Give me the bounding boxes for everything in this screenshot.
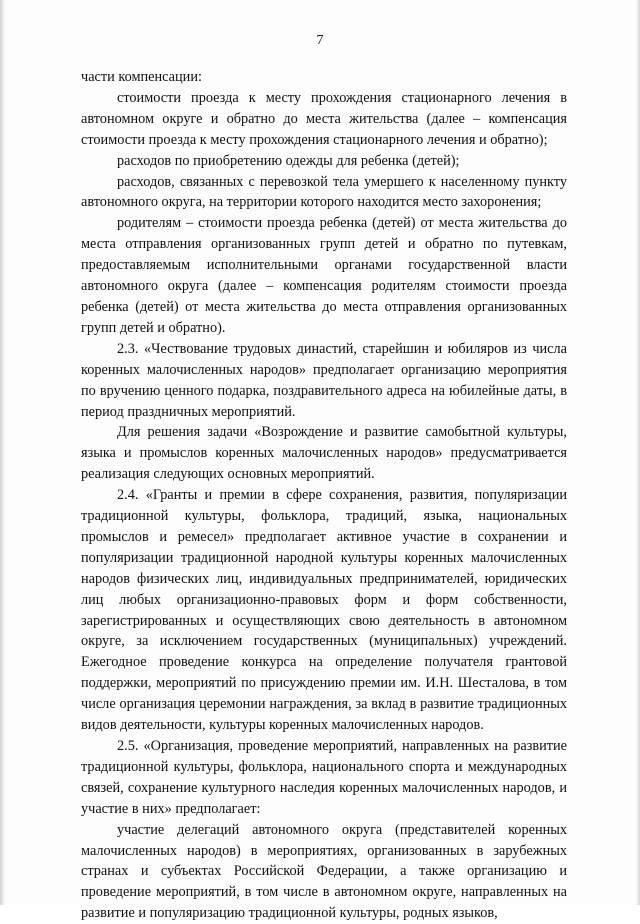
paragraph: расходов по приобретению одежды для ребенка (детей); [117,152,460,169]
paragraph: 2.3. «Чествование трудовых династий, старейшин и юбиляров из числа коренных малочисленных народов» предполагает организацию мероприятия по вручению ценного подарка, поздравительного адреса на юбилейные даты, в период праздничных мероприятий. [81,340,567,420]
document-body [81,67,567,924]
paragraph: участие делегаций автономного округа (представителей коренных малочисленных народов) в мероприятиях, организованных в зарубежных странах и субъектах Российской Федерации, а также организацию и проведение мероприятий, в том числе в автономном округе, направленных на развитие и популяризацию традиционной культуры, родных языков, [81,821,567,922]
paragraph: части компенсации: [81,69,202,85]
page-number: 7 [316,33,324,48]
scan-edge-left [0,0,6,905]
paragraph: родителям – стоимости проезда ребенка (детей) от места жительства до места отправления организованных групп детей и обратно по путевкам, предоставляемым исполнительными органами государственной власти автономного округа (далее – компенсация родителям стоимости проезда ребенка (детей) от места жительства до места отправления организованных групп детей и обратно). [81,215,567,336]
paragraph: расходов, связанных с перевозкой тела умершего к населенному пункту автономного округа, на территории которого находится место захоронения; [81,173,567,211]
scan-edge-right [636,0,640,905]
paragraph: стоимости проезда к месту прохождения стационарного лечения в автономном округе и обратно до места жительства (далее – компенсация стоимости проезда к месту прохождения стационарного лечения и обратно); [81,89,567,148]
paragraph: 2.5. «Организация, проведение мероприятий, направленных на развитие традиционной культуры, фольклора, национального спорта и международных связей, сохранение культурного наследия коренных малочисленных народов, и участие в них» предполагает: [81,738,567,817]
paragraph: Для решения задачи «Возрождение и развитие самобытной культуры, языка и промыслов коренных малочисленных народов» предусматривается реализация следующих основных мероприятий. [81,424,567,483]
paragraph: 2.4. «Гранты и премии в сфере сохранения, развития, популяризации традиционной культуры, фольклора, традиций, языка, национальных промыслов и ремесел» предполагает активное участие в сохранении и популяризации традиционной народной культуры коренных малочисленных народов физических лиц, индивидуальных предпринимателей, юридических лиц любых организационно-правовых форм и форм собственности, зарегистрированных и осуществляющих свою деятельность в автономном округе, за исключением государственных (муниципальных) учреждений. Ежегодное проведение конкурса на определение получателя грантовой поддержки, мероприятий по присуждению премии им. И.Н. Шесталова, в том числе организация церемонии награждения, за вклад в развитие традиционных видов деятельности, культуры коренных малочисленных народов. [81,487,567,734]
